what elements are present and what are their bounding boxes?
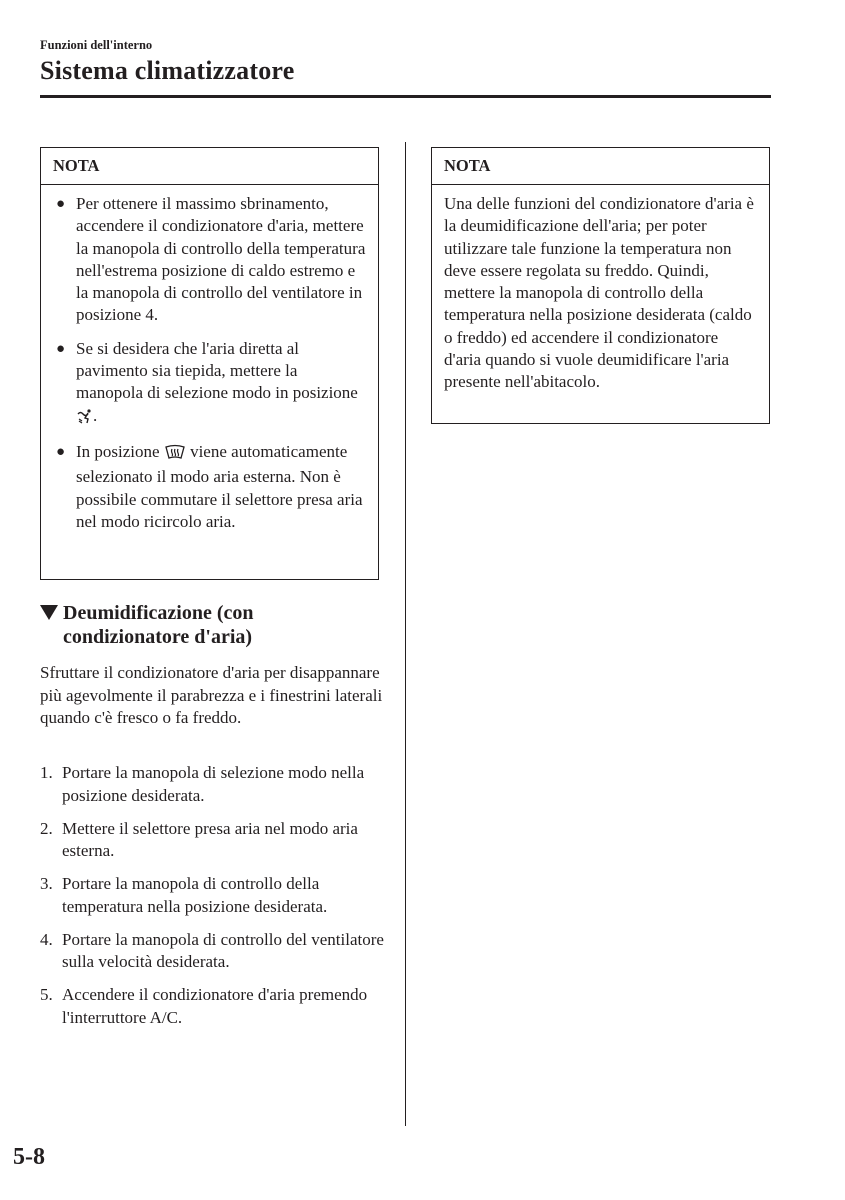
column-divider [405,142,406,1126]
section-heading-text: Deumidificazione (con condizionatore d'aria) [63,602,254,648]
title-rule [40,95,771,98]
bullet: ● [56,340,66,357]
note-box-left [40,147,379,580]
step-number: 4. [40,929,53,949]
page-title: Sistema climatizzatore [40,56,295,85]
steps-list [40,762,385,1040]
step-item [40,873,385,918]
note-heading: NOTA [432,148,769,185]
windshield-defrost-icon [164,444,186,466]
list-item [54,441,368,533]
step-item [40,984,385,1029]
step-number: 1. [40,763,53,782]
step-number: 3. [40,874,53,893]
section-heading [40,601,380,649]
step-text: Mettere il selettore presa aria nel modo aria esterna. [62,818,358,860]
step-text: Accendere il condizionatore d'aria premendo l'interruttore A/C. [62,985,368,1027]
page-number: 5-8 [13,1144,45,1170]
bullet: ● [56,196,66,212]
triangle-marker-icon [40,605,58,620]
list-item [54,193,368,327]
step-item [40,762,385,807]
note-list [41,185,378,533]
intro-paragraph: Sfruttare il condizionatore d'aria per disappannare più agevolmente il parabrezza e i finestrini laterali quando c'è fresco o fa freddo. [40,663,383,727]
list-item-text: Se si desidera che l'aria diretta al pavimento sia tiepida, mettere la manopola di selezione modo in posizione [76,338,358,403]
bullet: ● [56,443,66,460]
list-item-text: Per ottenere il massimo sbrinamento, accendere il condizionatore d'aria, mettere la manopola di controllo della temperatura nell'estrema posizione di caldo estremo e la manopola di controllo del ventilatore in posizione 4. [76,194,366,325]
section-label: Funzioni dell'interno [40,38,153,52]
step-item [40,929,385,974]
step-number: 2. [40,818,53,838]
list-item [54,338,368,430]
list-item-text: In posizione [76,441,160,461]
step-text: Portare la manopola di controllo della temperatura nella posizione desiderata. [62,874,328,916]
note-text: Una delle funzioni del condizionatore d'aria è la deumidificazione dell'aria; per poter utilizzare tale funzione la temperatura non deve essere regolata su freddo. Quindi, mettere la manopola di controllo della temperatura nella posizione desiderata (caldo o freddo) ed accendere il condizionatore d'aria quando si vuole deumidificare l'aria presente nell'abitacolo. [444,194,754,392]
note-heading: NOTA [41,148,378,185]
step-text: Portare la manopola di controllo del ventilatore sulla velocità desiderata. [62,929,384,971]
floor-defrost-mode-icon [76,408,93,430]
step-text: Portare la manopola di selezione modo nella posizione desiderata. [62,763,365,805]
step-number: 5. [40,985,53,1004]
list-item-text: viene automaticamente selezionato il modo aria esterna. Non è possibile commutare il selettore presa aria nel modo ricircolo aria. [76,441,363,531]
note-box-right [431,147,770,424]
list-item-text: . [93,405,98,425]
step-item [40,818,385,863]
